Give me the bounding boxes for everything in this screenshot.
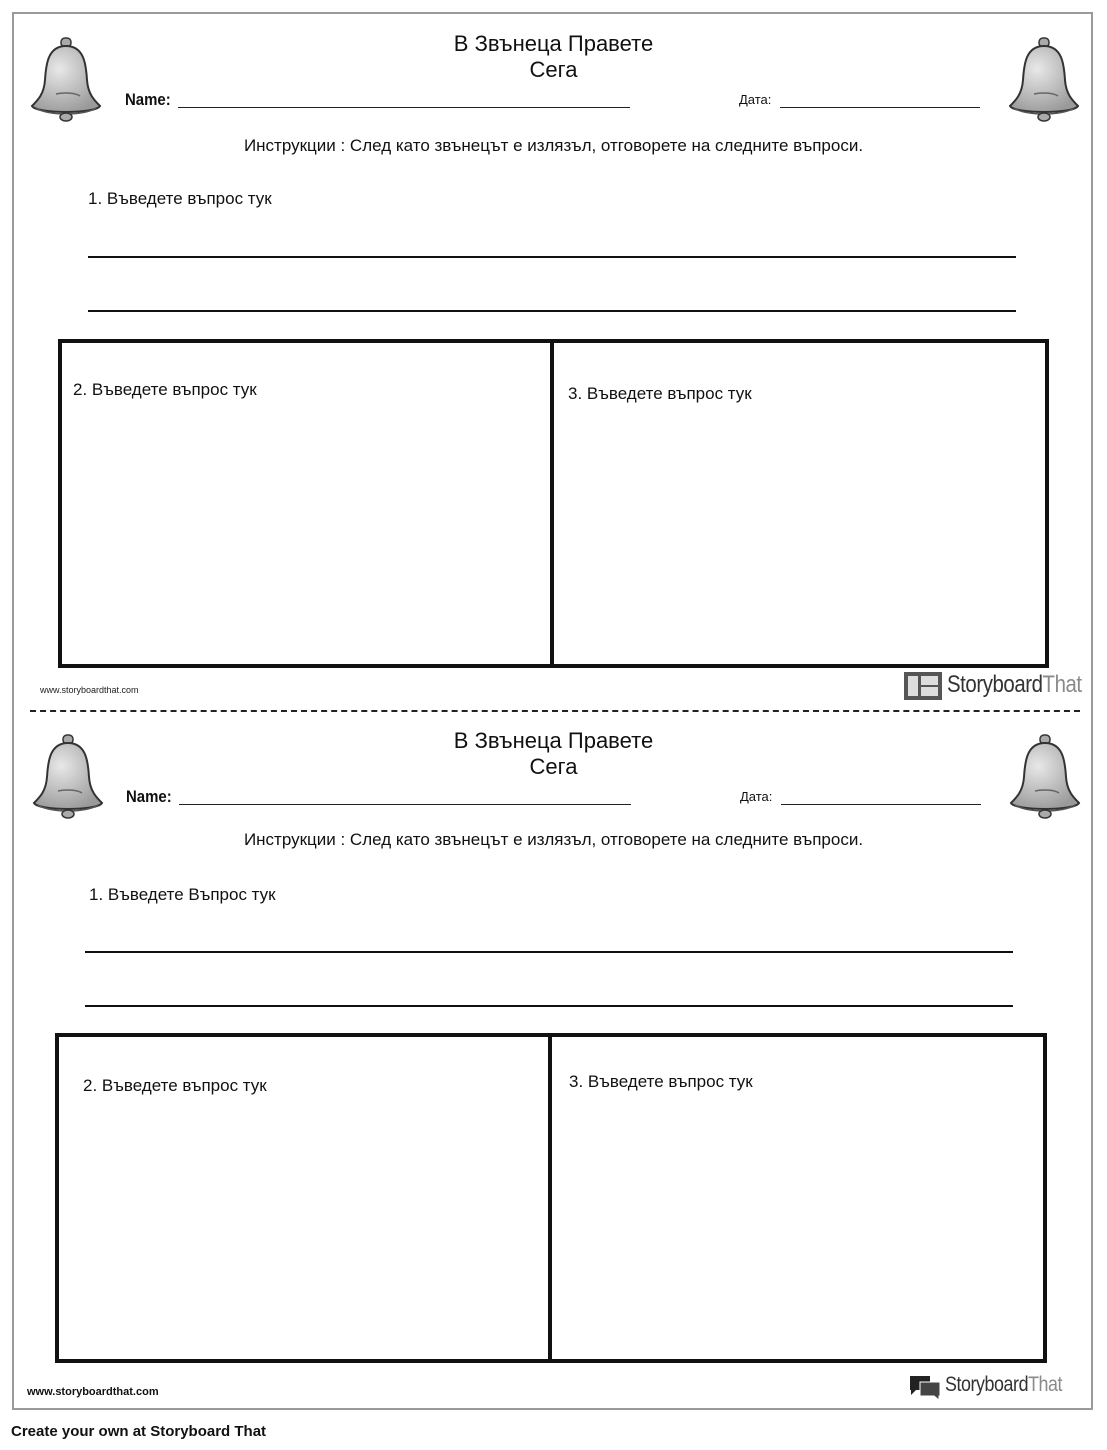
answer-line[interactable] bbox=[85, 951, 1013, 953]
answer-line[interactable] bbox=[88, 310, 1016, 312]
answer-box-3[interactable] bbox=[552, 1037, 1043, 1359]
date-label: Дата: bbox=[739, 92, 772, 107]
question-1-prompt: 1. Въведете въпрос тук bbox=[88, 189, 272, 208]
brand-that: That bbox=[1028, 1373, 1063, 1396]
name-label: Name: bbox=[126, 787, 172, 806]
website-url: www.storyboardthat.com bbox=[27, 1386, 159, 1398]
website-url: www.storyboardthat.com bbox=[40, 685, 139, 695]
cut-line bbox=[30, 710, 1080, 712]
title-line2: Сега bbox=[529, 754, 578, 779]
date-field[interactable] bbox=[780, 107, 980, 108]
storyboardthat-logo-icon bbox=[908, 1373, 942, 1401]
title-line2: Сега bbox=[529, 57, 578, 82]
name-label: Name: bbox=[125, 90, 171, 109]
bell-icon bbox=[30, 733, 106, 823]
instructions: Инструкции : След като звънецът е излязъл, отговорете на следните въпроси. bbox=[243, 136, 864, 155]
bell-icon bbox=[1007, 733, 1083, 823]
brand-storyboard: Storyboard bbox=[947, 671, 1043, 698]
brand-that: That bbox=[1042, 671, 1082, 698]
answer-line[interactable] bbox=[88, 256, 1016, 258]
title-line1: В Звънеца Правете bbox=[453, 31, 654, 56]
title-line1: В Звънеца Правете bbox=[453, 728, 654, 753]
storyboardthat-brand bbox=[945, 1373, 1062, 1397]
bell-icon bbox=[1006, 36, 1082, 126]
question-1-prompt: 1. Въведете Въпрос тук bbox=[89, 885, 276, 904]
answer-line[interactable] bbox=[85, 1005, 1013, 1007]
name-field[interactable] bbox=[179, 804, 631, 805]
instructions: Инструкции : След като звънецът е излязъл, отговорете на следните въпроси. bbox=[243, 830, 864, 849]
name-field[interactable] bbox=[178, 107, 630, 108]
worksheet-1-title bbox=[0, 31, 1107, 83]
storyboardthat-brand bbox=[947, 671, 1082, 699]
date-label: Дата: bbox=[740, 789, 773, 804]
question-3-prompt: 3. Въведете въпрос тук bbox=[569, 1072, 753, 1091]
storyboardthat-logo-icon bbox=[903, 671, 943, 701]
worksheet-2-title bbox=[0, 728, 1107, 780]
footer-cta[interactable]: Create your own at Storyboard That bbox=[11, 1423, 267, 1440]
answer-box-3[interactable] bbox=[554, 343, 1045, 664]
question-3-prompt: 3. Въведете въпрос тук bbox=[568, 384, 752, 403]
answer-box-2[interactable] bbox=[59, 1037, 548, 1359]
question-2-prompt: 2. Въведете въпрос тук bbox=[73, 380, 257, 399]
brand-storyboard: Storyboard bbox=[945, 1373, 1029, 1396]
date-field[interactable] bbox=[781, 804, 981, 805]
answer-box-2[interactable] bbox=[62, 343, 550, 664]
question-2-prompt: 2. Въведете въпрос тук bbox=[83, 1076, 267, 1095]
bell-icon bbox=[28, 36, 104, 126]
